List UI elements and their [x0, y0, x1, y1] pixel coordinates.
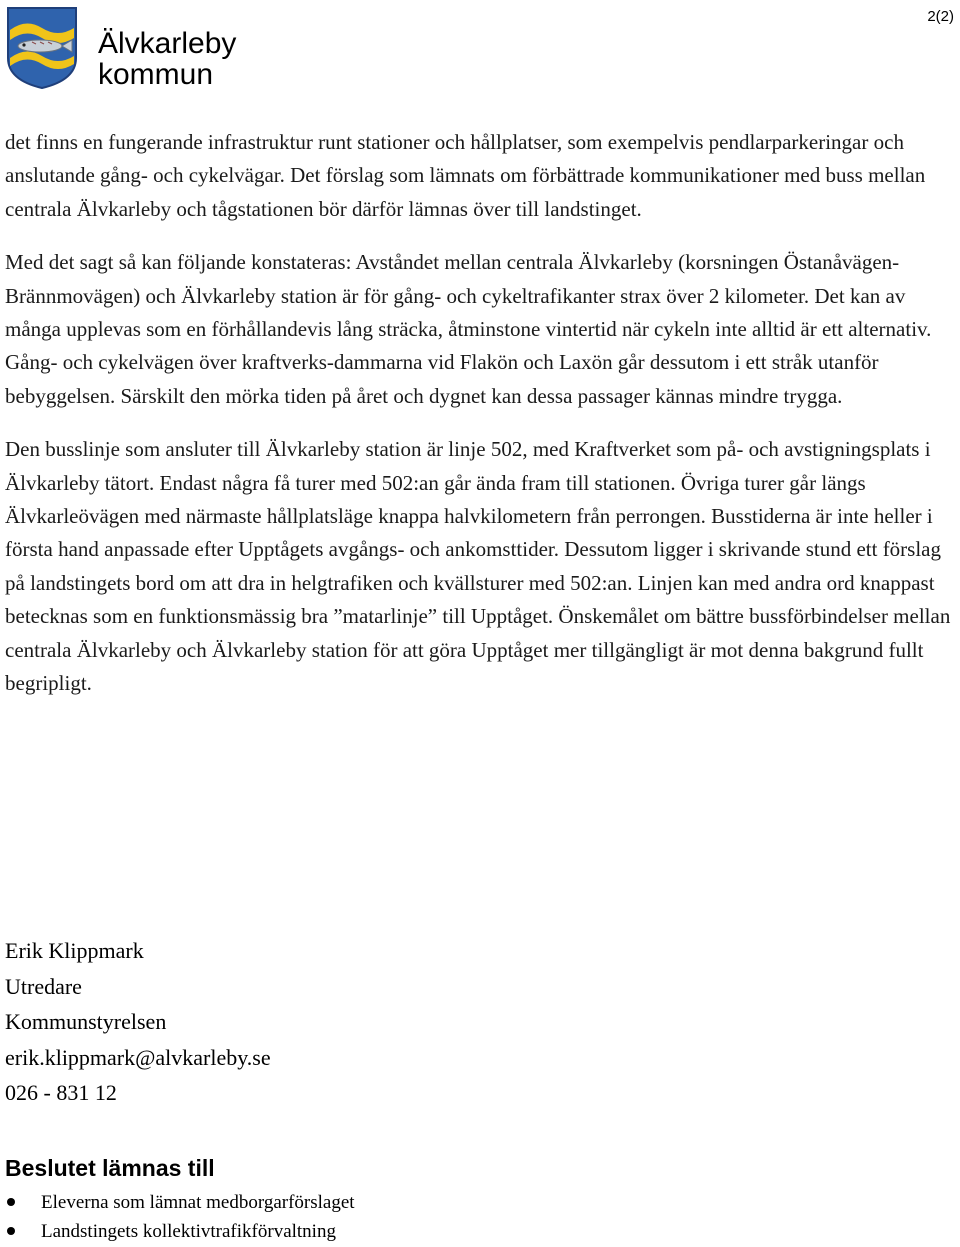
recipient-list — [5, 1188, 945, 1246]
decision-heading: Beslutet lämnas till — [5, 1155, 215, 1181]
recipient-item — [5, 1188, 945, 1217]
decision-section — [5, 1155, 945, 1246]
paragraph-1: det finns en fungerande infrastruktur runt stationer och hållplatser, som exempelvis pendlarparkeringar och anslutande gång- och cykelvägar. Det förslag som lämnats om förbättrade kommunikationer med buss mellan centrala Älvkarleby och tågstationen bör därför lämnas över till landstinget. — [5, 130, 926, 221]
letter-body — [5, 126, 955, 721]
coat-of-arms-icon — [6, 6, 78, 90]
signature-email: erik.klippmark@alvkarleby.se — [5, 1044, 271, 1070]
signature-department: Kommunstyrelsen — [5, 1009, 167, 1034]
logo-line-1: Älvkarleby — [98, 27, 237, 60]
recipient-label: Eleverna som lämnat medborgarförslaget — [41, 1192, 355, 1213]
signature-block — [5, 933, 271, 1111]
recipient-label: Landstingets kollektivtrafikförvaltning — [41, 1221, 336, 1242]
page-number: 2(2) — [927, 8, 954, 25]
logo-text — [98, 28, 236, 90]
paragraph-2: Med det sagt så kan följande konstateras: Avståndet mellan centrala Älvkarleby (korsningen Östanåvägen-Brännmovägen) och Älvkarleby station är för gång- och cykeltrafikanter strax över 2 kilometer. Det kan av många upplevas som en förhållandevis lång sträcka, åtminstone vintertid när cykeln inte alltid är ett alternativ. Gång- och cykelvägen över kraftverks-dammarna vid Flakön och Laxön går dessutom i ett stråk utanför bebyggelsen. Särskilt den mörka tiden på året och dygnet kan dessa passager kännas mindre trygga. — [5, 250, 932, 408]
municipality-logo — [6, 6, 246, 92]
logo-line-2: kommun — [98, 58, 214, 91]
signature-phone: 026 - 831 12 — [5, 1080, 117, 1105]
signature-title: Utredare — [5, 973, 82, 999]
paragraph-3: Den busslinje som ansluter till Älvkarleby station är linje 502, med Kraftverket som på- och avstigningsplats i Älvkarleby tätort. Endast några få turer med 502:an går ända fram till stationen. Övriga turer går längs Älvkarleövägen med närmaste hållplatsläge knappa halvkilometern från perrongen. Busstiderna är inte heller i första hand anpassade efter Upptågets avgångs- och ankomsttider. Dessutom ligger i skrivande stund ett förslag på landstingets bord om att dra in helgtrafiken och kvällsturer med 502:an. Linjen kan med andra ord knappast betecknas som en funktionsmässig bra ”matarlinje” till Upptåget. Önskemålet om bättre bussförbindelser mellan centrala Älvkarleby och Älvkarleby station för att göra Upptåget mer tillgängligt är mot denna bakgrund fullt begripligt. — [5, 437, 951, 696]
signature-name: Erik Klippmark — [5, 938, 144, 963]
bullet-icon — [7, 1227, 15, 1235]
recipient-item — [5, 1217, 945, 1246]
bullet-icon — [7, 1198, 15, 1206]
